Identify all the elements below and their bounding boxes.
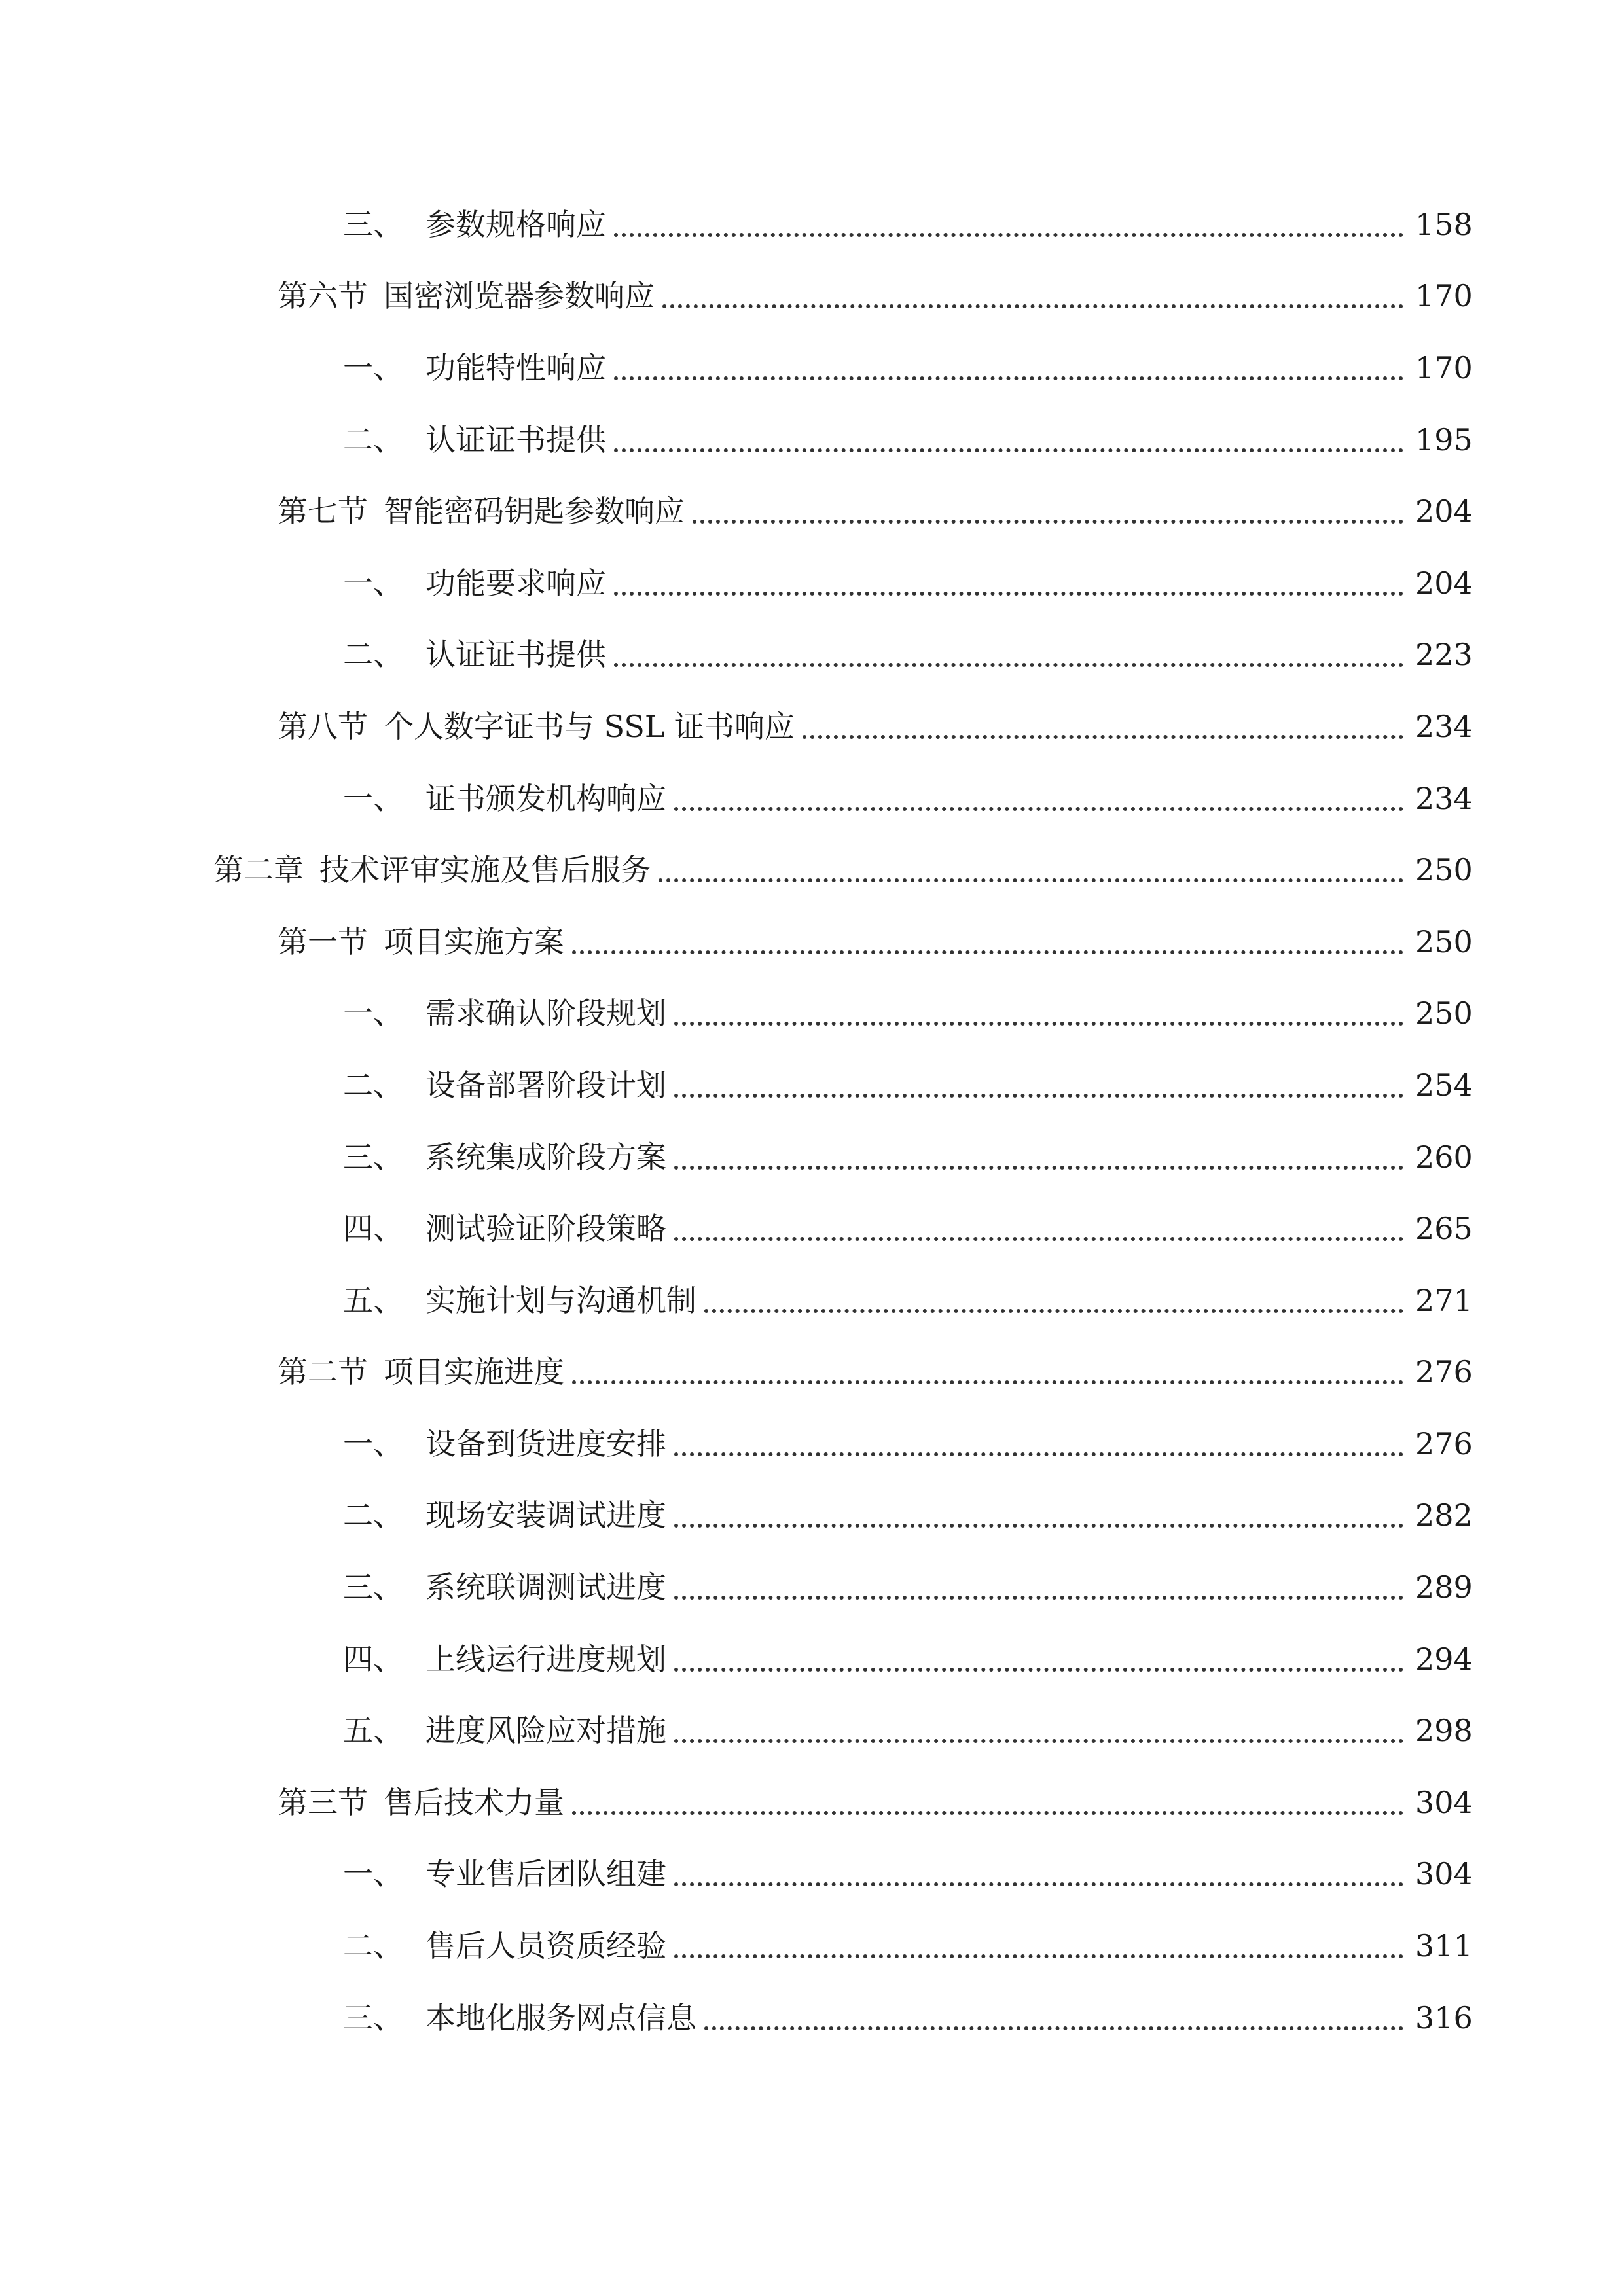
toc-entry-title: 测试验证阶段策略 [425, 1211, 666, 1247]
toc-dot-leader [674, 1094, 1403, 1098]
toc-entry-title: 设备部署阶段计划 [425, 1067, 666, 1103]
toc-subsection-entry[interactable] [0, 404, 1624, 476]
toc-entry-label [343, 1928, 666, 1964]
toc-entry-label [213, 852, 651, 888]
toc-subsection-entry[interactable] [0, 762, 1624, 834]
toc-entry-title: 上线运行进度规划 [425, 1641, 666, 1677]
toc-entry-number: 二、 [343, 422, 403, 457]
toc-entry-number: 二、 [343, 1498, 403, 1534]
toc-dot-leader [674, 1668, 1403, 1672]
toc-dot-leader [674, 1524, 1403, 1528]
toc-entry-title: 认证证书提供 [425, 637, 606, 673]
toc-subsection-entry[interactable] [0, 1839, 1624, 1910]
toc-dot-leader [662, 304, 1403, 308]
toc-subsection-entry[interactable] [0, 1121, 1624, 1193]
toc-dot-leader [674, 1022, 1403, 1026]
toc-chapter-entry[interactable] [0, 834, 1624, 906]
toc-entry-label [343, 1426, 666, 1462]
toc-entry-number: 第二节 [278, 1354, 368, 1390]
toc-entry-title: 本地化服务网点信息 [425, 2000, 696, 2036]
toc-entry-number: 二、 [343, 1928, 403, 1964]
toc-entry-number: 第三节 [278, 1784, 368, 1820]
toc-dot-leader [614, 448, 1403, 452]
toc-dot-leader [674, 1452, 1403, 1456]
toc-page-number: 304 [1415, 1784, 1473, 1820]
toc-entry-label [278, 493, 685, 529]
toc-entry-title: 项目实施方案 [384, 924, 564, 960]
toc-section-entry[interactable] [0, 691, 1624, 762]
toc-entry-label [343, 780, 666, 816]
toc-entry-title: 实施计划与沟通机制 [425, 1282, 696, 1318]
toc-page-number: 223 [1415, 637, 1473, 673]
toc-entry-label [343, 422, 606, 457]
toc-entry-label [343, 637, 606, 673]
toc-dot-leader [674, 1882, 1403, 1886]
table-of-contents [0, 188, 1624, 2053]
toc-entry-number: 一、 [343, 1426, 403, 1462]
toc-subsection-entry[interactable] [0, 1193, 1624, 1265]
toc-dot-leader [674, 1166, 1403, 1170]
toc-entry-title: 售后人员资质经验 [425, 1928, 666, 1964]
toc-page-number: 276 [1415, 1354, 1473, 1390]
toc-entry-label [343, 206, 606, 242]
toc-entry-label [343, 1641, 666, 1677]
toc-page-number: 304 [1415, 1856, 1473, 1892]
toc-entry-title: 进度风险应对措施 [425, 1713, 666, 1749]
toc-entry-number: 一、 [343, 350, 403, 386]
toc-dot-leader [614, 663, 1403, 667]
toc-entry-label [343, 1282, 696, 1318]
toc-entry-title: 技术评审实施及售后服务 [319, 852, 651, 888]
toc-entry-label [343, 350, 606, 386]
toc-subsection-entry[interactable] [0, 188, 1624, 260]
toc-subsection-entry[interactable] [0, 332, 1624, 404]
toc-entry-number: 三、 [343, 1570, 403, 1605]
toc-entry-label [343, 565, 606, 601]
toc-entry-title: 国密浏览器参数响应 [384, 278, 655, 314]
toc-page-number: 265 [1415, 1211, 1473, 1247]
toc-entry-label [278, 278, 655, 314]
toc-entry-title: 参数规格响应 [425, 206, 606, 242]
toc-entry-number: 第八节 [278, 708, 368, 744]
toc-entry-title: 证书颁发机构响应 [425, 780, 666, 816]
toc-page-number: 234 [1415, 780, 1473, 816]
toc-entry-number: 第一节 [278, 924, 368, 960]
toc-subsection-entry[interactable] [0, 1982, 1624, 2054]
toc-page-number: 170 [1415, 278, 1473, 314]
toc-section-entry[interactable] [0, 1336, 1624, 1408]
toc-entry-number: 三、 [343, 1139, 403, 1175]
toc-section-entry[interactable] [0, 260, 1624, 332]
toc-dot-leader [614, 233, 1403, 237]
toc-page-number: 250 [1415, 852, 1473, 888]
toc-entry-title: 系统联调测试进度 [425, 1570, 666, 1605]
toc-entry-label [278, 1784, 564, 1820]
toc-entry-title: 认证证书提供 [425, 422, 606, 457]
toc-dot-leader [614, 592, 1403, 596]
toc-entry-number: 三、 [343, 2000, 403, 2036]
toc-entry-number: 一、 [343, 780, 403, 816]
toc-page-number: 289 [1415, 1570, 1473, 1605]
toc-dot-leader [572, 1811, 1403, 1815]
toc-page-number: 234 [1415, 708, 1473, 744]
toc-section-entry[interactable] [0, 475, 1624, 547]
toc-entry-title: 功能要求响应 [425, 565, 606, 601]
toc-page-number: 250 [1415, 924, 1473, 960]
toc-entry-title: 智能密码钥匙参数响应 [384, 493, 685, 529]
toc-page-number: 298 [1415, 1713, 1473, 1749]
toc-dot-leader [674, 1596, 1403, 1600]
toc-entry-label [278, 708, 795, 744]
toc-dot-leader [659, 878, 1403, 882]
toc-subsection-entry[interactable] [0, 547, 1624, 619]
toc-subsection-entry[interactable] [0, 1480, 1624, 1552]
toc-dot-leader [572, 950, 1403, 954]
toc-subsection-entry[interactable] [0, 1265, 1624, 1336]
toc-page-number: 195 [1415, 422, 1473, 457]
toc-entry-number: 五、 [343, 1713, 403, 1749]
toc-subsection-entry[interactable] [0, 1695, 1624, 1767]
toc-entry-title: 个人数字证书与 SSL 证书响应 [384, 708, 795, 744]
toc-entry-number: 一、 [343, 996, 403, 1031]
toc-dot-leader [674, 1954, 1403, 1958]
toc-page-number: 260 [1415, 1139, 1473, 1175]
toc-entry-number: 一、 [343, 565, 403, 601]
toc-page-number: 294 [1415, 1641, 1473, 1677]
toc-page-number: 204 [1415, 493, 1473, 529]
toc-entry-label [343, 1570, 666, 1605]
toc-subsection-entry[interactable] [0, 1623, 1624, 1695]
toc-entry-label [343, 1856, 666, 1892]
toc-entry-title: 项目实施进度 [384, 1354, 564, 1390]
toc-entry-title: 需求确认阶段规划 [425, 996, 666, 1031]
toc-entry-label [343, 996, 666, 1031]
toc-entry-number: 五、 [343, 1282, 403, 1318]
toc-entry-number: 二、 [343, 637, 403, 673]
toc-section-entry[interactable] [0, 906, 1624, 978]
toc-entry-number: 四、 [343, 1641, 403, 1677]
toc-entry-label [343, 1139, 666, 1175]
toc-entry-title: 功能特性响应 [425, 350, 606, 386]
toc-page-number: 282 [1415, 1498, 1473, 1534]
toc-entry-label [278, 924, 564, 960]
toc-subsection-entry[interactable] [0, 978, 1624, 1050]
toc-subsection-entry[interactable] [0, 1408, 1624, 1480]
toc-subsection-entry[interactable] [0, 619, 1624, 691]
toc-entry-label [343, 1713, 666, 1749]
toc-entry-label [343, 1067, 666, 1103]
toc-entry-number: 第七节 [278, 493, 368, 529]
toc-entry-number: 三、 [343, 206, 403, 242]
toc-entry-title: 售后技术力量 [384, 1784, 564, 1820]
toc-entry-number: 四、 [343, 1211, 403, 1247]
toc-dot-leader [693, 520, 1403, 524]
toc-subsection-entry[interactable] [0, 1049, 1624, 1121]
toc-page-number: 276 [1415, 1426, 1473, 1462]
toc-entry-number: 第二章 [213, 852, 304, 888]
toc-dot-leader [704, 1309, 1403, 1313]
toc-subsection-entry[interactable] [0, 1910, 1624, 1982]
toc-entry-label [278, 1354, 564, 1390]
toc-page-number: 316 [1415, 2000, 1473, 2036]
toc-dot-leader [704, 2026, 1403, 2030]
toc-entry-title: 专业售后团队组建 [425, 1856, 666, 1892]
toc-page-number: 254 [1415, 1067, 1473, 1103]
toc-entry-title: 设备到货进度安排 [425, 1426, 666, 1462]
toc-entry-title: 现场安装调试进度 [425, 1498, 666, 1534]
toc-entry-label [343, 2000, 696, 2036]
toc-dot-leader [674, 1237, 1403, 1241]
toc-page-number: 250 [1415, 996, 1473, 1031]
toc-dot-leader [572, 1380, 1403, 1384]
toc-dot-leader [614, 376, 1403, 380]
toc-entry-label [343, 1498, 666, 1534]
toc-entry-title: 系统集成阶段方案 [425, 1139, 666, 1175]
toc-entry-number: 一、 [343, 1856, 403, 1892]
toc-entry-number: 二、 [343, 1067, 403, 1103]
toc-page-number: 204 [1415, 565, 1473, 601]
toc-entry-number: 第六节 [278, 278, 368, 314]
toc-subsection-entry[interactable] [0, 1551, 1624, 1623]
toc-dot-leader [803, 735, 1403, 739]
toc-dot-leader [674, 1739, 1403, 1743]
toc-section-entry[interactable] [0, 1767, 1624, 1839]
toc-dot-leader [674, 807, 1403, 811]
toc-page-number: 158 [1415, 206, 1473, 242]
toc-page-number: 170 [1415, 350, 1473, 386]
toc-entry-label [343, 1211, 666, 1247]
toc-page-number: 271 [1415, 1282, 1473, 1318]
toc-page-number: 311 [1415, 1928, 1473, 1964]
